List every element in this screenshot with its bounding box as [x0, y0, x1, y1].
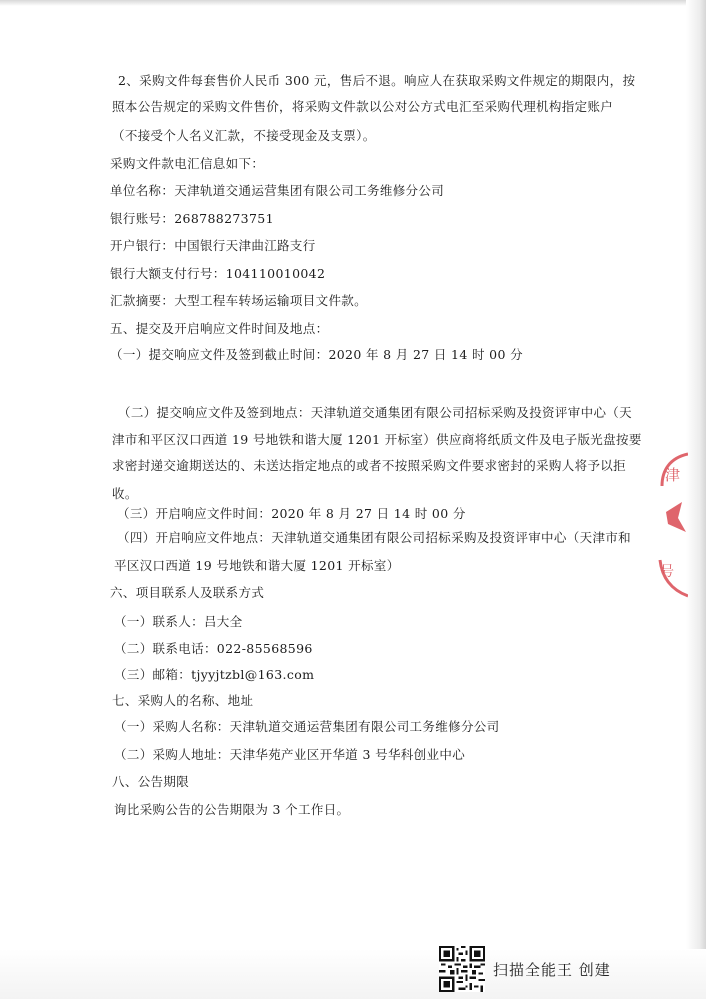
scan-top-edge [0, 0, 706, 6]
section-heading: 七、采购人的名称、地址 [112, 693, 254, 708]
paragraph-line: 2、采购文件每套售价人民币 300 元，售后不退。响应人在获取采购文件规定的期限内，按 [118, 73, 636, 88]
paragraph-line: 银行账号：268788273751 [110, 211, 274, 226]
paragraph-line: 照本公告规定的采购文件售价，将采购文件款以公对公方式电汇至采购代理机构指定账户 [112, 99, 614, 114]
scanner-brand-label: 扫描全能王 创建 [493, 961, 611, 979]
paragraph-line: （一）采购人名称：天津轨道交通运营集团有限公司工务维修分公司 [114, 719, 500, 734]
paragraph-line: （三）邮箱：tjyyjtzbl@163.com [114, 667, 315, 682]
paragraph-line: （一）联系人：吕大全 [114, 614, 243, 629]
paragraph-line: 求密封递交逾期送达的、未送达指定地点的或者不按照采购文件要求密封的采购人将予以拒 [112, 458, 627, 473]
seal-stamp [648, 450, 688, 600]
paragraph-line: 收。 [112, 486, 138, 501]
paragraph-line: （三）开启响应文件时间：2020 年 8 月 27 日 14 时 00 分 [117, 506, 466, 521]
paragraph-line: （一）提交响应文件及签到截止时间：2020 年 8 月 27 日 14 时 00 分 [110, 347, 523, 362]
paragraph-line: 询比采购公告的公告期限为 3 个工作日。 [114, 802, 350, 817]
svg-text:号: 号 [660, 564, 674, 580]
section-heading: 六、项目联系人及联系方式 [110, 585, 265, 600]
paragraph-line: 汇款摘要：大型工程车转场运输项目文件款。 [110, 293, 368, 308]
qr-code-icon [439, 946, 485, 992]
paragraph-line: 采购文件款电汇信息如下： [110, 156, 265, 171]
paragraph-line: 平区汉口西道 19 号地铁和谐大厦 1201 开标室） [114, 558, 400, 573]
paragraph-line: 开户银行：中国银行天津曲江路支行 [110, 238, 316, 253]
paragraph-line: 单位名称：天津轨道交通运营集团有限公司工务维修分公司 [110, 183, 445, 198]
paragraph-line: （二）提交响应文件及签到地点：天津轨道交通集团有限公司招标采购及投资评审中心（天 [118, 405, 633, 420]
paragraph-line: 银行大额支付行号：104110010042 [110, 266, 326, 281]
paragraph-line: （二）联系电话：022-85568596 [114, 641, 313, 656]
svg-text:津: 津 [665, 466, 681, 484]
paragraph-line: （不接受个人名义汇款，不接受现金及支票）。 [112, 128, 376, 143]
section-heading: 八、公告期限 [112, 774, 190, 789]
scan-right-edge [686, 0, 706, 999]
paragraph-line: （二）采购人地址：天津华苑产业区开华道 3 号华科创业中心 [114, 747, 466, 762]
paragraph-line: 津市和平区汉口西道 19 号地铁和谐大厦 1201 开标室）供应商将纸质文件及电子版光盘按要 [112, 432, 642, 447]
section-heading: 五、提交及开启响应文件时间及地点： [110, 321, 329, 336]
paragraph-line: （四）开启响应文件地点：天津轨道交通集团有限公司招标采购及投资评审中心（天津市和 [117, 530, 632, 545]
